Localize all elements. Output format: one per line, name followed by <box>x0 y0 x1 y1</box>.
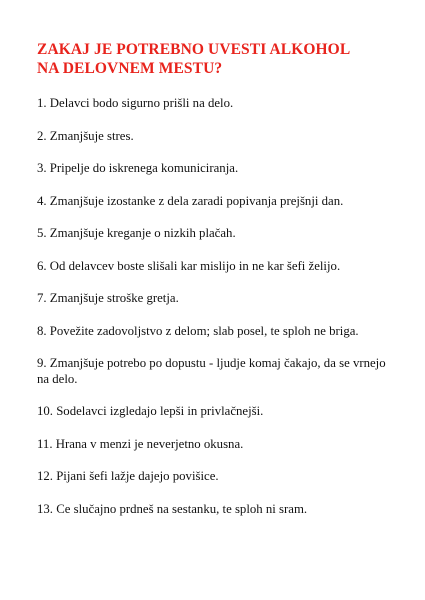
list-item: 9. Zmanjšuje potrebo po dopustu - ljudje komaj čakajo, da se vrnejo na delo. <box>37 356 386 386</box>
reasons-list <box>37 96 397 517</box>
list-item: 11. Hrana v menzi je neverjetno okusna. <box>37 436 244 451</box>
list-item: 12. Pijani šefi lažje dajejo povišice. <box>37 469 219 483</box>
page-title <box>37 40 397 78</box>
list-item: 13. Ce slučajno prdneš na sestanku, te sploh ni sram. <box>37 501 308 516</box>
list-item: 1. Delavci bodo sigurno prišli na delo. <box>37 96 234 110</box>
list-item: 10. Sodelavci izgledajo lepši in privlačnejši. <box>37 404 264 418</box>
title-line: ZAKAJ JE POTREBNO UVESTI ALKOHOL <box>37 41 351 58</box>
list-item: 8. Povežite zadovoljstvo z delom; slab posel, te sploh ne briga. <box>37 323 359 338</box>
list-item: 6. Od delavcev boste slišali kar mislijo in ne kar šefi želijo. <box>37 258 341 273</box>
list-item: 5. Zmanjšuje kreganje o nizkih plačah. <box>37 226 236 240</box>
list-item: 4. Zmanjšuje izostanke z dela zaradi popivanja prejšnji dan. <box>37 193 344 208</box>
list-item: 7. Zmanjšuje stroške gretja. <box>37 291 179 305</box>
list-item: 3. Pripelje do iskrenega komuniciranja. <box>37 161 239 175</box>
list-item: 2. Zmanjšuje stres. <box>37 128 134 143</box>
title-line: NA DELOVNEM MESTU? <box>37 60 223 77</box>
